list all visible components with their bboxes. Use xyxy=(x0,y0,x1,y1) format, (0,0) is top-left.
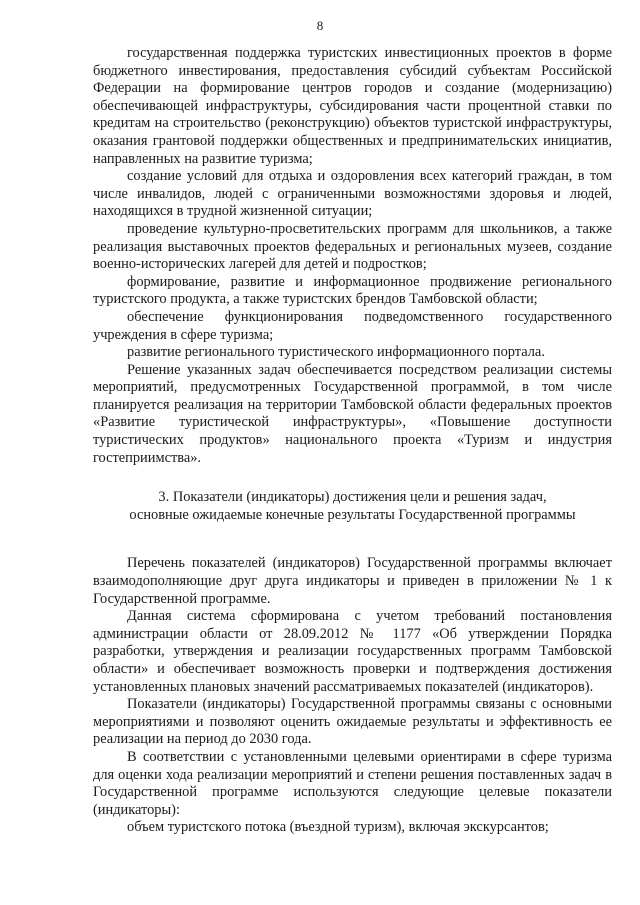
paragraph: создание условий для отдыха и оздоровления всех категорий граждан, в том числе инвалидов, людей с ограниченными возможностями здоровья и людей, находящихся в трудной жизненной ситуации; xyxy=(93,168,612,220)
page-number: 8 xyxy=(316,18,324,33)
section-heading xyxy=(93,489,612,524)
paragraph: государственная поддержка туристских инвестиционных проектов в форме бюджетного инвестирования, предоставления субсидий субъектам Российской Федерации на формирование центров городов и создание (модернизацию) обеспечивающей инфраструктуры, субсидирования части процентной ставки по кредитам на строительство (реконструкцию) объектов туристской инфраструктуры, оказания грантовой поддержки общественных и предпринимательских инициатив, направленных на развитие туризма; xyxy=(93,45,612,167)
paragraph: Перечень показателей (индикаторов) Государственной программы включает взаимодополняющие друг друга индикаторы и приведен в приложении № 1 к Государственной программе. xyxy=(93,555,612,607)
paragraph: проведение культурно-просветительских программ для школьников, а также реализация выставочных проектов федеральных и региональных музеев, создание военно-исторических лагерей для детей и подростков; xyxy=(93,220,612,273)
paragraph: обеспечение функционирования подведомственного государственного учреждения в сфере туризма; xyxy=(93,308,612,343)
paragraph: объем туристского потока (въездной туризм), включая экскурсантов; xyxy=(127,819,549,836)
document-body xyxy=(93,45,612,837)
paragraph: В соответствии с установленными целевыми ориентирами в сфере туризма для оценки хода реализации мероприятий и степени решения поставленных задач в Государственной программе используются следующие целевые показатели (индикаторы): xyxy=(93,748,612,818)
section-heading-line: основные ожидаемые конечные результаты Государственной программы xyxy=(129,506,576,523)
paragraph: Данная система сформирована с учетом требований постановления администрации области от 28.09.2012 № 1177 «Об утверждении Порядка разработки, утверждения и реализации государственных программ Тамбовской области» и обеспечивает возможность проверки и подтверждения достижения установленных плановых значений рассматриваемых показателей (индикаторов). xyxy=(93,608,612,695)
paragraph: Показатели (индикаторы) Государственной программы связаны с основными мероприятиями и позволяют оценить ожидаемые результаты и эффективность ее реализации на период до 2030 года. xyxy=(93,696,612,748)
paragraph: развитие регионального туристического информационного портала. xyxy=(127,344,545,361)
paragraph: Решение указанных задач обеспечивается посредством реализации системы мероприятий, предусмотренных Государственной программой, в том числе планируется реализация на территории Тамбовской области федеральных проектов «Развитие туристической инфраструктуры», «Повышение доступности туристических продуктов» национального проекта «Туризм и индустрия гостеприимства». xyxy=(93,361,612,466)
section-heading-line: 3. Показатели (индикаторы) достижения цели и решения задач, xyxy=(158,489,547,506)
paragraph: формирование, развитие и информационное продвижение регионального туристского продукта, а также туристских брендов Тамбовской области; xyxy=(93,273,612,308)
